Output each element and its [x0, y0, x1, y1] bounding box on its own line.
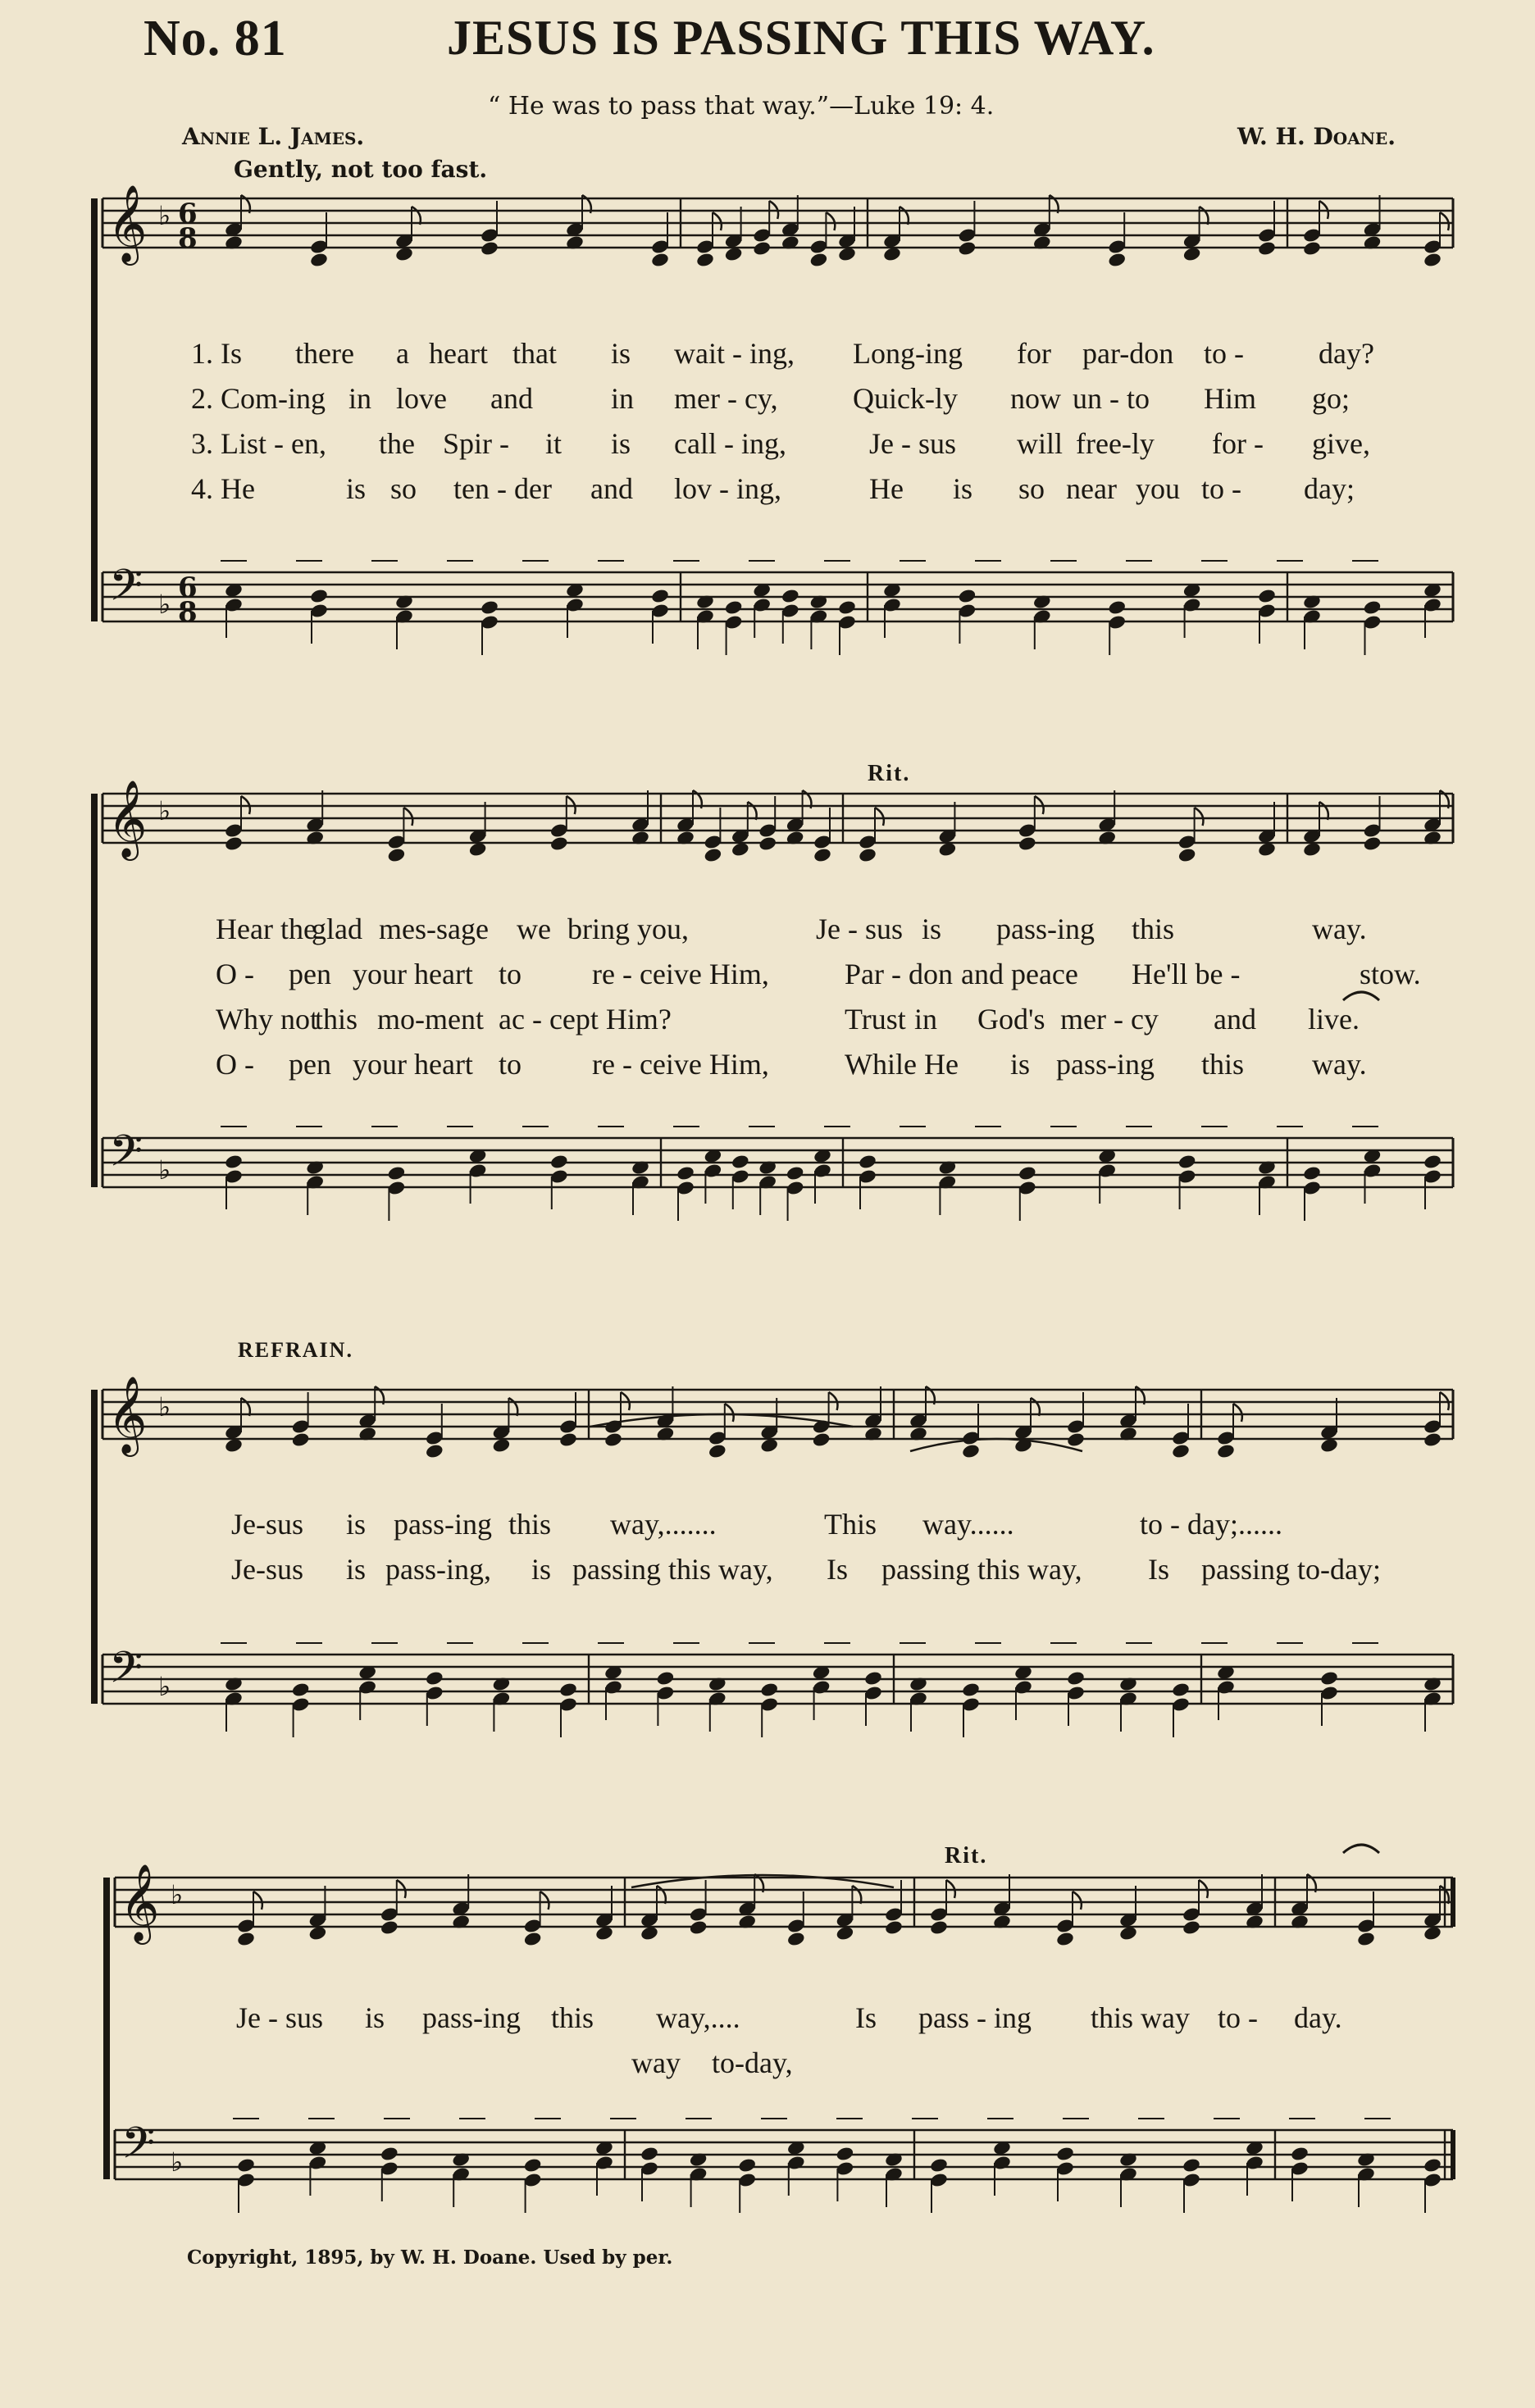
- note-head: [695, 252, 715, 268]
- note-head: [858, 1154, 877, 1170]
- ritardando-marking-2: Rit.: [945, 1843, 988, 1869]
- note-head: [929, 2157, 949, 2174]
- lyric-word: 2. Com-ing: [191, 382, 326, 415]
- note-head: [549, 1154, 569, 1170]
- lyric-word: par-don: [1082, 337, 1174, 370]
- lyric-word: Quick-ly: [853, 382, 958, 415]
- note-head: [224, 1154, 244, 1170]
- note-head: [309, 252, 329, 268]
- note-flag: [253, 1891, 262, 1910]
- bass-clef-icon: 𝄢: [109, 1643, 143, 1704]
- note-head: [1055, 1931, 1075, 1947]
- lyric-word: Spir -: [443, 427, 509, 460]
- lyric-word: is: [953, 472, 973, 505]
- lyric-word: pass - ing: [918, 2001, 1032, 2034]
- note-head: [809, 252, 829, 268]
- lyric-word: your heart: [353, 1048, 473, 1081]
- author-credit: Annie L. James.: [182, 123, 365, 150]
- lyric-word: un - to: [1073, 382, 1150, 415]
- note-head: [1055, 2146, 1075, 2162]
- lyric-word: day.: [1294, 2001, 1342, 2034]
- lyric-word: in: [914, 1003, 938, 1036]
- note-head: [929, 1919, 949, 1936]
- lyric-word: there: [295, 337, 354, 370]
- note-head: [786, 1165, 805, 1181]
- lyric-word: Long-ing: [853, 337, 963, 370]
- note-flag: [1200, 207, 1209, 225]
- lyric-word: passing this way,: [881, 1553, 1082, 1586]
- note-head: [480, 240, 499, 257]
- note-head: [812, 1432, 831, 1448]
- lyric-word: live.: [1308, 1003, 1360, 1036]
- bass-clef-icon: 𝄢: [109, 1127, 143, 1187]
- note-head: [1177, 847, 1197, 863]
- note-head: [676, 1165, 695, 1181]
- note-head: [858, 847, 877, 863]
- lyric-word: the: [379, 427, 415, 460]
- composer-credit: W. H. Doane.: [1237, 123, 1396, 150]
- lyric-word: way.: [1312, 1048, 1367, 1081]
- note-head: [781, 588, 800, 604]
- note-head: [1423, 2157, 1442, 2174]
- note-head: [737, 2157, 757, 2174]
- note-head: [558, 1432, 578, 1448]
- note-head: [640, 2146, 659, 2162]
- note-flag: [540, 1891, 549, 1910]
- lyric-word: wait - ing,: [674, 337, 795, 370]
- note-head: [884, 1919, 904, 1936]
- note-head: [425, 1670, 444, 1687]
- note-head: [1423, 252, 1442, 268]
- lyric-word: re - ceive Him,: [592, 1048, 769, 1081]
- lyric-word: way: [631, 2046, 681, 2079]
- note-head: [650, 252, 670, 268]
- lyric-word: lov - ing,: [674, 472, 781, 505]
- note-head: [309, 588, 329, 604]
- lyric-word: way,.......: [610, 1508, 717, 1541]
- lyric-word: O -: [216, 1048, 254, 1081]
- lyric-word: and: [590, 472, 633, 505]
- refrain-marking: REFRAIN.: [238, 1338, 353, 1362]
- time-signature-bottom: 8: [178, 222, 198, 255]
- note-flag: [508, 1398, 517, 1416]
- note-head: [689, 1919, 708, 1936]
- note-head: [650, 588, 670, 604]
- note-head: [958, 588, 977, 604]
- note-flag: [852, 1886, 861, 1904]
- note-flag: [900, 207, 909, 225]
- note-head: [1171, 1443, 1191, 1459]
- lyric-word: give,: [1312, 427, 1370, 460]
- note-head: [759, 1682, 779, 1698]
- note-head: [1257, 240, 1277, 257]
- note-head: [1423, 1432, 1442, 1448]
- treble-clef-icon: 𝄞: [107, 780, 148, 858]
- lyric-word: re - ceive Him,: [592, 958, 769, 990]
- lyric-word: Why not: [216, 1003, 318, 1036]
- lyric-word: stow.: [1360, 958, 1421, 990]
- note-head: [1177, 1154, 1197, 1170]
- lyric-word: pass-ing: [394, 1508, 492, 1541]
- lyric-word: now: [1010, 382, 1061, 415]
- lyric-word: ac - cept Him?: [499, 1003, 672, 1036]
- lyric-word: pass-ing: [1056, 1048, 1155, 1081]
- lyric-word: passing this way,: [572, 1553, 773, 1586]
- ritardando-marking: Rit.: [868, 761, 911, 786]
- lyric-word: this: [1132, 913, 1175, 945]
- lyric-word: way,....: [656, 2001, 740, 2034]
- lyric-word: to -: [1218, 2001, 1258, 2034]
- lyric-word: to-day,: [712, 2046, 793, 2079]
- lyric-word: you: [1136, 472, 1180, 505]
- lyric-word: This: [824, 1508, 877, 1541]
- note-head: [724, 599, 744, 616]
- note-head: [708, 1443, 727, 1459]
- note-head: [387, 847, 407, 863]
- lyric-word: Je - sus: [869, 427, 956, 460]
- note-head: [1290, 2146, 1310, 2162]
- lyric-word: to - day;......: [1140, 1508, 1282, 1541]
- note-head: [1319, 1670, 1339, 1687]
- lyric-word: Is: [1148, 1553, 1169, 1586]
- lyric-word: for -: [1212, 427, 1264, 460]
- lyric-word: Hear the: [216, 913, 317, 945]
- note-head: [523, 1931, 543, 1947]
- note-flag: [1195, 808, 1204, 826]
- note-head: [291, 1432, 311, 1448]
- note-head: [1423, 1154, 1442, 1170]
- note-flag: [1073, 1891, 1082, 1910]
- lyric-word: Trust: [845, 1003, 906, 1036]
- bass-clef-icon: 𝄢: [109, 561, 143, 621]
- lyric-word: 3. List - en,: [191, 427, 326, 460]
- note-flag: [1440, 212, 1449, 230]
- lyric-word: is: [1010, 1048, 1031, 1081]
- lyric-word: in: [611, 382, 635, 415]
- note-head: [1363, 599, 1382, 616]
- note-head: [1302, 1165, 1322, 1181]
- note-flag: [1031, 1398, 1040, 1416]
- note-head: [236, 2157, 256, 2174]
- note-flag: [1319, 802, 1328, 820]
- note-head: [837, 599, 857, 616]
- note-head: [604, 1432, 623, 1448]
- treble-clef-icon: 𝄞: [107, 184, 148, 262]
- slur: [590, 1414, 853, 1427]
- flat-sign-icon: ♭: [171, 2146, 184, 2178]
- note-head: [1066, 1432, 1086, 1448]
- lyric-word: is: [346, 1553, 367, 1586]
- hymn-number: No. 81: [143, 11, 287, 66]
- lyric-word: is: [365, 2001, 385, 2034]
- lyric-word: pass-ing: [422, 2001, 521, 2034]
- note-head: [863, 1670, 883, 1687]
- note-head: [786, 1931, 806, 1947]
- lyric-word: is: [922, 913, 942, 945]
- lyric-word: passing to-day;: [1201, 1553, 1381, 1586]
- lyric-word: this: [315, 1003, 358, 1036]
- note-flag: [748, 802, 757, 820]
- flat-sign-icon: ♭: [171, 1879, 184, 1910]
- lyric-word: He'll be -: [1132, 958, 1241, 990]
- lyric-word: way.: [1312, 913, 1367, 945]
- lyric-word: in: [348, 382, 372, 415]
- lyric-word: 4. He: [191, 472, 255, 505]
- lyric-word: mer - cy,: [674, 382, 778, 415]
- lyric-word: this way: [1091, 2001, 1190, 2034]
- lyric-word: Par - don: [845, 958, 953, 990]
- note-head: [958, 240, 977, 257]
- lyric-word: this: [508, 1508, 552, 1541]
- note-flag: [241, 1398, 250, 1416]
- lyric-word: He: [869, 472, 904, 505]
- lyric-word: love: [396, 382, 447, 415]
- lyric-word: for: [1017, 337, 1051, 370]
- lyric-word: Je-sus: [231, 1508, 303, 1541]
- lyric-word: that: [512, 337, 557, 370]
- note-head: [1182, 2157, 1201, 2174]
- lyric-word: pen: [289, 958, 331, 990]
- note-head: [549, 835, 569, 852]
- lyric-word: O -: [216, 958, 254, 990]
- lyric-word: Is: [827, 1553, 848, 1586]
- copyright-notice: Copyright, 1895, by W. H. Doane. Used by per.: [187, 2246, 673, 2269]
- note-flag: [403, 808, 412, 826]
- lyric-word: your heart: [353, 958, 473, 990]
- note-head: [813, 847, 832, 863]
- lyric-word: will: [1017, 427, 1064, 460]
- lyric-word: and peace: [961, 958, 1078, 990]
- note-head: [836, 2146, 855, 2162]
- bass-clef-icon: 𝄢: [121, 2119, 156, 2179]
- lyric-word: glad: [312, 913, 362, 945]
- note-flag: [713, 212, 722, 230]
- time-signature-top: 6: [178, 571, 198, 604]
- lyric-word: Is: [855, 2001, 877, 2034]
- note-head: [1216, 1443, 1236, 1459]
- lyric-word: pass-ing: [996, 913, 1095, 945]
- note-head: [1107, 599, 1127, 616]
- lyric-word: this: [1201, 1048, 1245, 1081]
- lyric-word: so: [390, 472, 417, 505]
- note-head: [1107, 252, 1127, 268]
- lyric-word: Je - sus: [816, 913, 903, 945]
- lyric-word: heart: [429, 337, 488, 370]
- flat-sign-icon: ♭: [158, 200, 171, 231]
- note-head: [758, 835, 777, 852]
- lyric-word: near: [1066, 472, 1117, 505]
- note-head: [387, 1165, 407, 1181]
- lyric-word: this: [551, 2001, 594, 2034]
- lyric-word: free-ly: [1076, 427, 1155, 460]
- note-head: [1171, 1682, 1191, 1698]
- lyric-word: pen: [289, 1048, 331, 1081]
- treble-clef-icon: 𝄞: [120, 1864, 160, 1941]
- lyric-word: to -: [1204, 337, 1244, 370]
- lyric-word: is: [611, 337, 631, 370]
- note-flag: [412, 207, 421, 225]
- note-head: [752, 240, 772, 257]
- lyric-word: Je-sus: [231, 1553, 303, 1586]
- lyric-word: Je - sus: [236, 2001, 323, 2034]
- tempo-marking: Gently, not too fast.: [234, 156, 488, 183]
- lyric-word: mes-sage: [379, 913, 489, 945]
- note-head: [380, 2146, 399, 2162]
- lyric-word: mo-ment: [377, 1003, 484, 1036]
- note-head: [1257, 588, 1277, 604]
- fermata-icon: [1343, 992, 1379, 1000]
- flat-sign-icon: ♭: [158, 795, 171, 826]
- lyric-word: to: [499, 958, 522, 990]
- note-head: [1018, 835, 1037, 852]
- flat-sign-icon: ♭: [158, 1671, 171, 1702]
- flat-sign-icon: ♭: [158, 1154, 171, 1186]
- flat-sign-icon: ♭: [158, 1391, 171, 1422]
- slur: [910, 1439, 1082, 1451]
- note-head: [1356, 1931, 1376, 1947]
- lyric-word: and: [490, 382, 533, 415]
- note-head: [1182, 1919, 1201, 1936]
- time-signature-top: 6: [178, 198, 198, 230]
- lyric-word: God's: [977, 1003, 1045, 1036]
- note-head: [425, 1443, 444, 1459]
- note-head: [523, 2157, 543, 2174]
- note-head: [704, 847, 723, 863]
- lyric-word: so: [1018, 472, 1045, 505]
- lyric-word: day?: [1319, 337, 1374, 370]
- note-head: [961, 1443, 981, 1459]
- note-flag: [826, 212, 835, 230]
- note-head: [731, 1154, 750, 1170]
- note-head: [961, 1682, 981, 1698]
- lyric-word: is: [531, 1553, 552, 1586]
- note-head: [1066, 1670, 1086, 1687]
- fermata-icon: [1343, 1845, 1379, 1853]
- lyric-word: way......: [922, 1508, 1014, 1541]
- note-head: [480, 599, 499, 616]
- lyric-word: is: [346, 472, 367, 505]
- lyric-word: go;: [1312, 382, 1351, 415]
- lyric-word: Him: [1204, 382, 1257, 415]
- lyric-word: is: [611, 427, 631, 460]
- note-head: [224, 835, 244, 852]
- note-flag: [657, 1886, 666, 1904]
- note-flag: [725, 1404, 734, 1422]
- lyric-word: we: [517, 913, 551, 945]
- flat-sign-icon: ♭: [158, 589, 171, 620]
- lyric-word: to -: [1201, 472, 1241, 505]
- lyric-word: mer - cy: [1060, 1003, 1159, 1036]
- lyric-word: it: [545, 427, 563, 460]
- lyric-word: 1. Is: [191, 337, 242, 370]
- hymn-title: JESUS IS PASSING THIS WAY.: [447, 11, 1155, 65]
- note-flag: [875, 808, 884, 826]
- lyric-word: While He: [845, 1048, 959, 1081]
- note-head: [1018, 1165, 1037, 1181]
- time-signature-bottom: 8: [178, 596, 198, 629]
- lyric-word: is: [346, 1508, 367, 1541]
- note-head: [380, 1919, 399, 1936]
- lyric-word: to: [499, 1048, 522, 1081]
- note-head: [1363, 835, 1382, 852]
- note-flag: [1233, 1404, 1242, 1422]
- lyric-word: a: [396, 337, 409, 370]
- lyric-word: ten - der: [453, 472, 552, 505]
- note-head: [656, 1670, 676, 1687]
- note-head: [558, 1682, 578, 1698]
- lyric-word: pass-ing,: [385, 1553, 491, 1586]
- note-head: [1302, 240, 1322, 257]
- lyric-word: day;: [1304, 472, 1355, 505]
- lyric-word: and: [1214, 1003, 1256, 1036]
- note-head: [236, 1931, 256, 1947]
- scripture-epigraph: “ He was to pass that way.”—Luke 19: 4.: [488, 92, 995, 121]
- lyric-word: call - ing,: [674, 427, 786, 460]
- treble-clef-icon: 𝄞: [107, 1376, 148, 1454]
- note-head: [291, 1682, 311, 1698]
- lyric-word: bring you,: [567, 913, 689, 945]
